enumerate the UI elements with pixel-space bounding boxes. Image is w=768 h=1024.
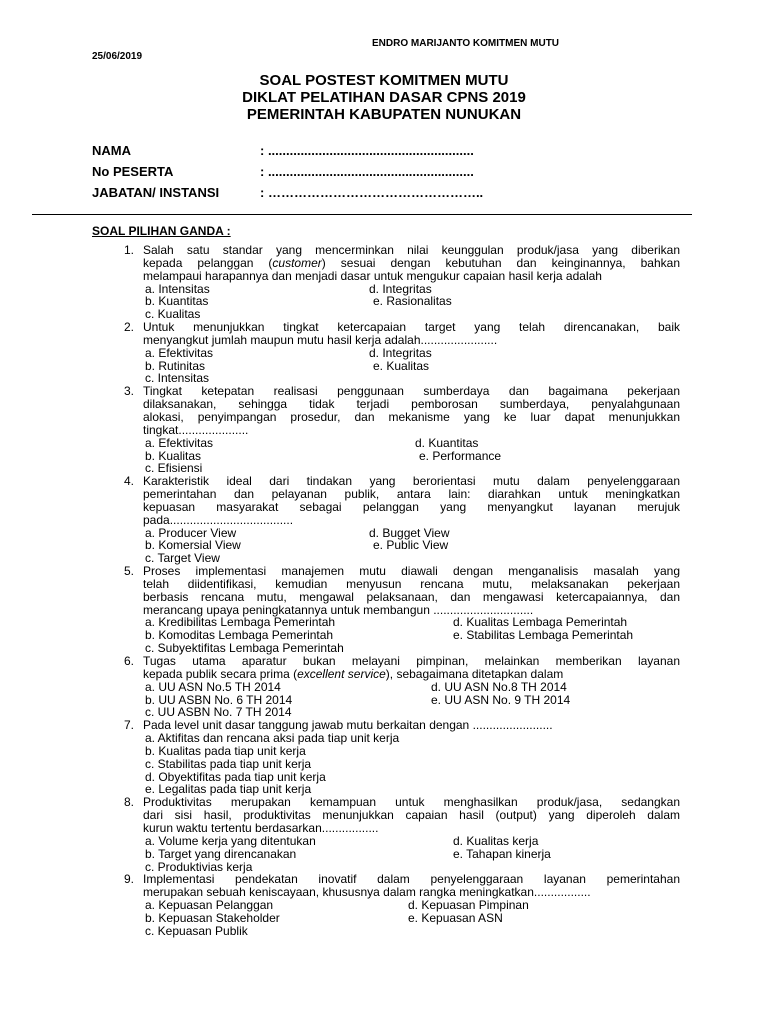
answer-option: a. Efektivitas	[145, 435, 214, 450]
question-text-line: Salah satu standar yang mencerminkan nilai keunggulan produk/jasa yang diberikan	[143, 243, 680, 257]
answer-option: b. Target yang direncanakan	[145, 846, 297, 861]
question-number: 1.	[124, 243, 135, 257]
answer-option: e. Kepuasan ASN	[408, 910, 503, 925]
answer-option: c. Kepuasan Publik	[145, 923, 248, 938]
question-item	[92, 565, 680, 655]
question-item	[92, 244, 680, 321]
answer-option: b. UU ASBN No. 6 TH 2014	[145, 692, 293, 707]
answer-option: d. Kualitas Lembaga Pemerintah	[453, 615, 628, 630]
question-number: 7.	[124, 718, 135, 733]
question-text-line: pemerintahan dan pelayanan publik, antara lain: diarahkan untuk meningkatkan	[143, 487, 680, 502]
answer-option: e. Public View	[373, 538, 449, 553]
question-text-line: telah diidentifikasi, kemudian menyusun rencana mutu, melaksanakan pekerjaan	[143, 576, 680, 591]
question-text-line: dari sisi hasil, produktivitas menunjukkan capaian hasil (output) yang diperoleh dalam	[143, 808, 680, 823]
answer-option-row	[92, 835, 680, 848]
question-text	[143, 565, 680, 616]
answer-option: e. Legalitas pada tiap unit kerja	[145, 782, 312, 797]
identity-label: No PESERTA	[92, 164, 174, 179]
answer-option: d. Kepuasan Pimpinan	[408, 898, 529, 913]
answer-option-row	[92, 758, 680, 771]
question-text-line: Proses implementasi manajemen mutu diawali dengan menganalisis masalah yang	[143, 564, 680, 579]
question-text-line: Produktivitas merupakan kemampuan untuk menghasilkan produk/jasa, sedangkan	[143, 795, 680, 810]
answer-option: e. Rasionalitas	[373, 294, 452, 309]
answer-option: a. Volume kerja yang ditentukan	[145, 833, 316, 848]
identity-blank: : .........................................................	[260, 143, 474, 158]
answer-option: a. Aktifitas dan rencana aksi pada tiap unit kerja	[145, 731, 400, 746]
title-line-3: PEMERINTAH KABUPATEN NUNUKAN	[246, 106, 522, 123]
section-title: SOAL PILIHAN GANDA :	[92, 224, 231, 238]
answer-option: b. Rutinitas	[145, 358, 206, 373]
answer-option: a. Kredibilitas Lembaga Pemerintah	[145, 615, 336, 630]
answer-option: a. UU ASN No.5 TH 2014	[145, 679, 281, 694]
question-text-line: alokasi, penyimpangan prosedur, dan mekanisme yang ke luar dapat menunjukkan	[143, 409, 680, 424]
answer-option: b. Kualitas	[145, 448, 202, 463]
answer-option: c. Intensitas	[145, 371, 210, 386]
answer-option: d. Obyektifitas pada tiap unit kerja	[145, 769, 326, 784]
answer-option: a. Producer View	[145, 525, 237, 540]
answer-option-row	[92, 347, 680, 360]
question-number: 6.	[124, 654, 135, 668]
answer-option: d. Bugget View	[369, 525, 450, 540]
question-text	[143, 475, 680, 526]
answer-option-row	[92, 848, 680, 861]
question-text-line: dilaksanakan, sehingga tidak terjadi pemborosan sumberdaya, penyalahgunaan	[143, 397, 680, 412]
question-text-line: merancang upaya peningkatannya untuk membangun ..............................	[143, 602, 534, 617]
answer-option-row	[92, 732, 680, 745]
answer-option: c. Produktivias kerja	[145, 859, 253, 874]
answer-option: e. Tahapan kinerja	[453, 846, 551, 861]
question-text	[143, 655, 680, 681]
answer-option: e. UU ASN No. 9 TH 2014	[431, 692, 571, 707]
answer-option: c. Kualitas	[145, 307, 201, 322]
question-item	[92, 719, 680, 796]
question-list	[92, 244, 680, 938]
answer-option-row	[92, 681, 680, 694]
answer-option: d. UU ASN No.8 TH 2014	[431, 679, 567, 694]
question-text-line: Tingkat ketepatan realisasi penggunaan sumberdaya dan bagaimana pekerjaan	[143, 384, 680, 399]
identity-blank: : …………………………………………..	[260, 185, 484, 200]
answer-option: b. Kuantitas	[145, 294, 209, 309]
horizontal-rule	[32, 214, 692, 215]
question-text	[143, 873, 680, 899]
question-number: 9.	[124, 872, 135, 887]
question-text	[143, 796, 680, 835]
question-item	[92, 321, 680, 385]
question-item	[92, 475, 680, 565]
answer-option: c. Subyektifitas Lembaga Pemerintah	[145, 641, 344, 656]
question-text	[143, 244, 680, 283]
question-text	[143, 385, 680, 436]
answer-option: a. Kepuasan Pelanggan	[145, 898, 274, 913]
document-header-right: ENDRO MARIJANTO KOMITMEN MUTU	[372, 38, 560, 49]
question-text-line: kepada pelanggan (customer) sesuai dengan kebutuhan dan keinginannya, bahkan	[143, 255, 680, 270]
answer-option: a. Efektivitas	[145, 345, 214, 360]
answer-option: d. Integritas	[369, 281, 432, 296]
identity-row-position	[92, 185, 483, 200]
answer-option: e. Stabilitas Lembaga Pemerintah	[453, 628, 634, 643]
question-text-line: pada.....................................	[143, 512, 294, 527]
answer-option: a. Intensitas	[145, 281, 210, 296]
answer-option-row	[92, 745, 680, 758]
title-line-2: DIKLAT PELATIHAN DASAR CPNS 2019	[242, 89, 526, 106]
question-number: 2.	[124, 320, 135, 335]
question-item	[92, 796, 680, 873]
answer-option: b. Kualitas pada tiap unit kerja	[145, 743, 306, 758]
question-text-line: kepada publik secara prima (excellent service), sebagaimana ditetapkan dalam	[143, 666, 564, 681]
identity-row-participant-no	[92, 164, 474, 179]
question-text	[143, 321, 680, 347]
identity-blank: : .........................................................	[260, 164, 474, 179]
document-date: 25/06/2019	[92, 51, 143, 62]
answer-option: d. Kualitas kerja	[453, 833, 539, 848]
question-text-line: Untuk menunjukkan tingkat ketercapaian target yang telah direncanakan, baik	[143, 320, 680, 335]
question-number: 8.	[124, 795, 135, 810]
question-number: 3.	[124, 384, 135, 399]
question-text-line: tingkat.....................	[143, 422, 249, 437]
answer-option: e. Performance	[419, 448, 502, 463]
answer-option: c. UU ASBN No. 7 TH 2014	[145, 705, 292, 720]
answer-option: d. Integritas	[369, 345, 432, 360]
identity-row-name	[92, 143, 474, 158]
answer-option: e. Kualitas	[373, 358, 430, 373]
question-text-line: Implementasi pendekatan inovatif dalam penyelenggaraan layanan pemerintahan	[143, 872, 680, 887]
question-text-line: kepuasan masyarakat sebagai pelanggan yang menyangkut layanan merujuk	[143, 499, 680, 514]
question-number: 4.	[124, 474, 135, 489]
question-item	[92, 385, 680, 475]
question-text-line: merupakan sebuah keniscayaan, khususnya dalam rangka meningkatkan.................	[143, 885, 591, 900]
answer-option: c. Efisiensi	[145, 461, 203, 476]
answer-option: c. Stabilitas pada tiap unit kerja	[145, 756, 312, 771]
answer-option-row	[92, 437, 680, 450]
question-text-line: menyangkut jumlah maupun mutu hasil kerja adalah.......................	[143, 332, 498, 347]
answer-option-row	[92, 925, 680, 938]
question-text-line: melampaui harapannya dan menjadi dasar untuk mengukur capaian hasil kerja adalah	[143, 268, 602, 283]
question-text-line: Karakteristik ideal dari tindakan yang berorientasi mutu dalam penyelenggaraan	[143, 474, 680, 489]
answer-option: c. Target View	[145, 551, 220, 566]
question-item	[92, 655, 680, 719]
question-text-line: berbasis rencana mutu, mengawal pelaksanaan, dan mengawasi ketercapaiannya, dan	[143, 589, 680, 604]
question-item	[92, 873, 680, 937]
answer-option: b. Komersial View	[145, 538, 241, 553]
question-text-line: kurun waktu tertentu berdasarkan.................	[143, 820, 379, 835]
question-number: 5.	[124, 564, 135, 579]
question-text-line: Tugas utama aparatur bukan melayani pimpinan, melainkan memberikan layanan	[143, 654, 680, 668]
answer-option-row	[92, 899, 680, 912]
question-text-line: Pada level unit dasar tanggung jawab mutu berkaitan dengan ........................	[143, 718, 553, 733]
title-line-1: SOAL POSTEST KOMITMEN MUTU	[259, 72, 509, 89]
identity-label: NAMA	[92, 143, 131, 158]
identity-label: JABATAN/ INSTANSI	[92, 185, 220, 200]
answer-option: b. Komoditas Lembaga Pemerintah	[145, 628, 334, 643]
answer-option-row	[92, 912, 680, 925]
answer-option: d. Kuantitas	[415, 435, 479, 450]
answer-option: b. Kepuasan Stakeholder	[145, 910, 280, 925]
